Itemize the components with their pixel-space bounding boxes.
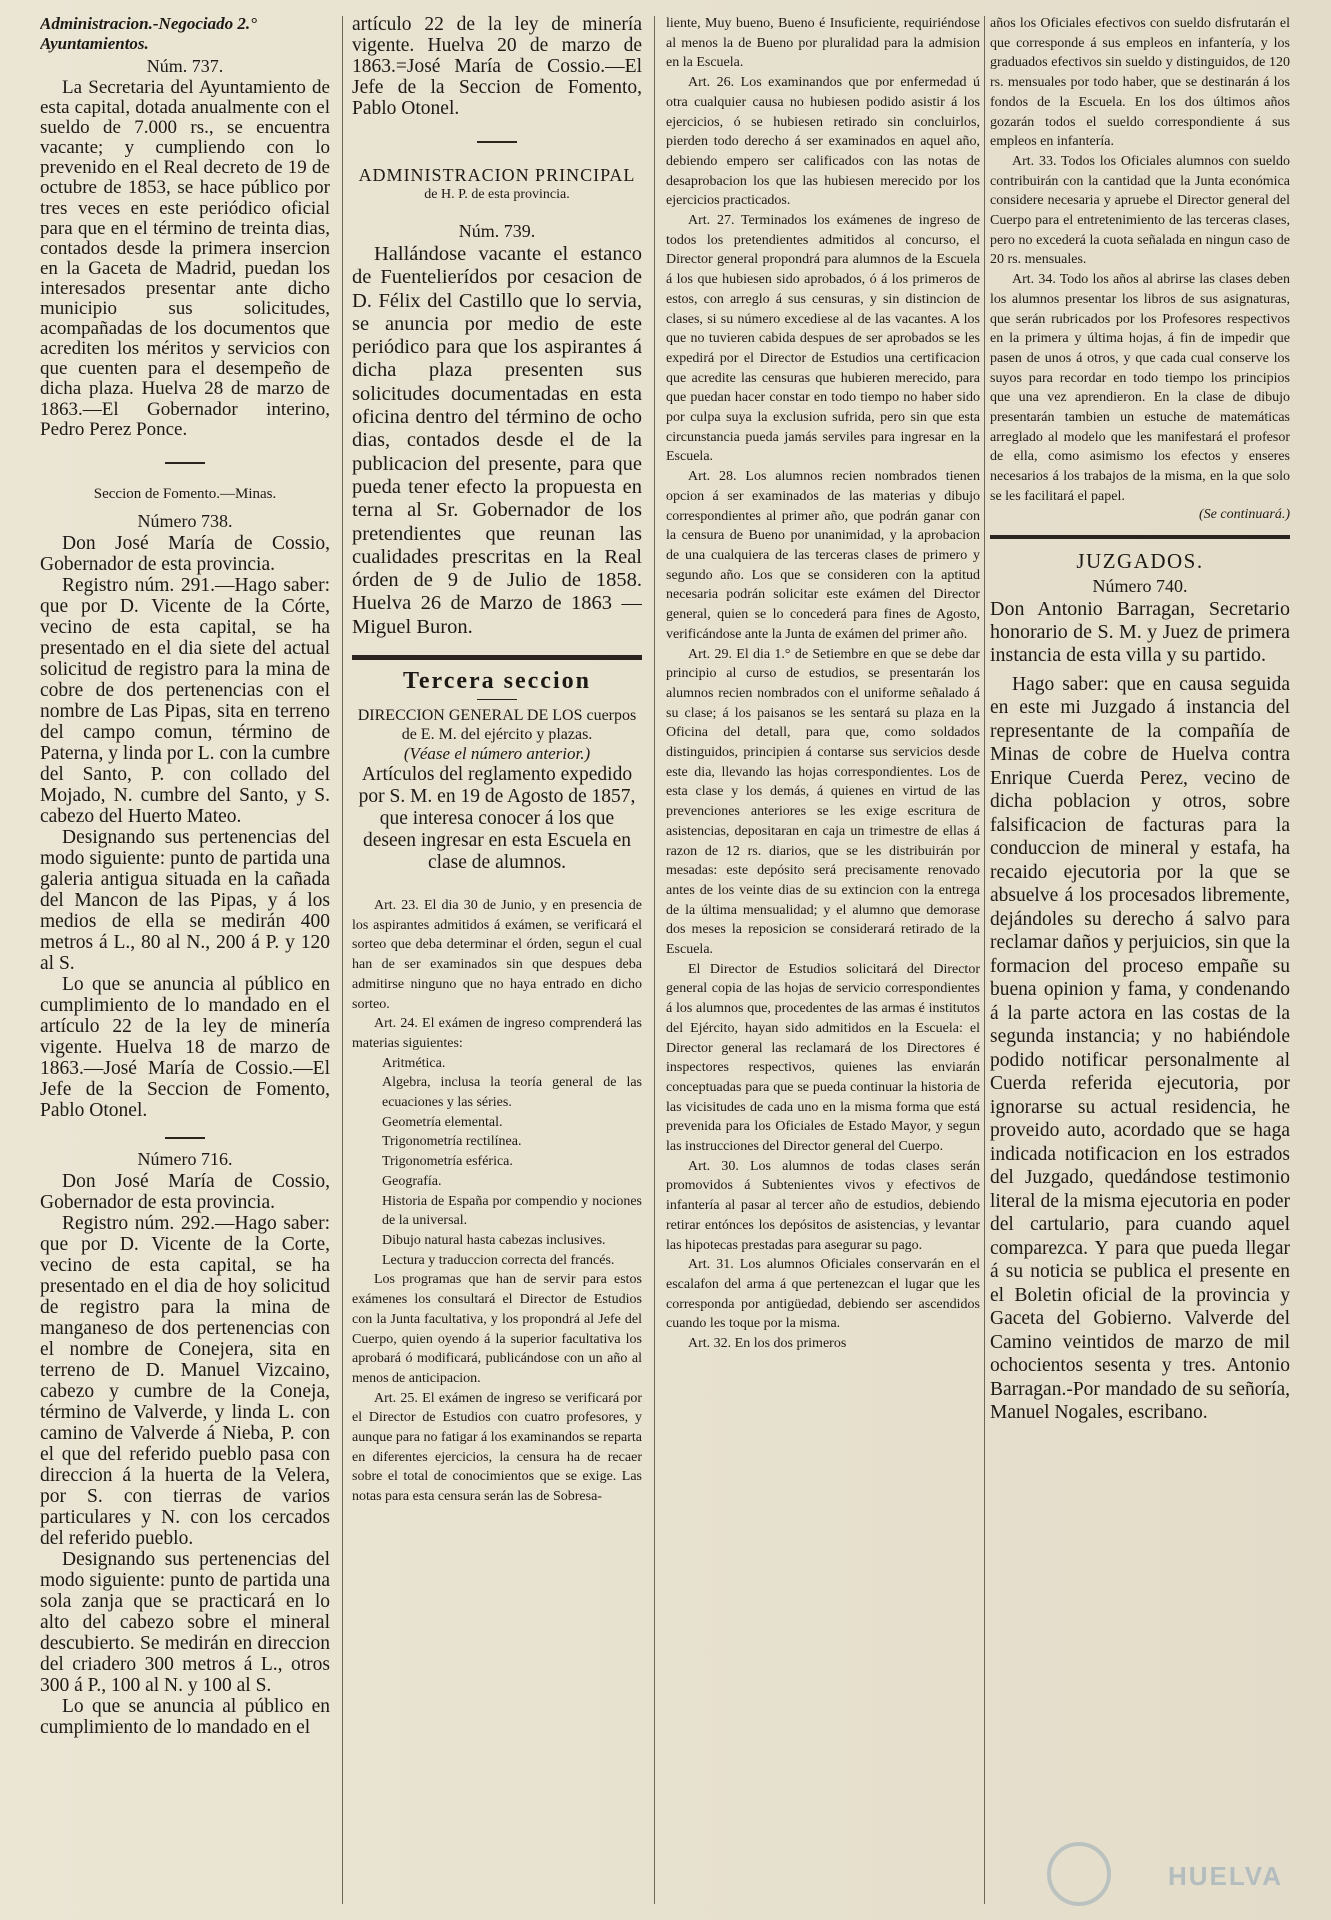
column-1 xyxy=(40,14,330,1910)
divider xyxy=(165,462,205,464)
column-rule xyxy=(342,16,343,1904)
notice-text: Hallándose vacante el estanco de Fuentelierídos por cesacion de D. Félix del Castillo que lo servia, se anuncia por medio de este periódico para que los aspirantes á dicha plaza presenten sus solicitudes documentadas en esta oficina dentro del término de ocho dias, contados desde el de la publicacion del presente, para que pueda tener efecto la propuesta en terna al Sr. Gobernador de los pretendientes que reunan las cualidades prescritas en la Real órden de 9 de Julio de 1858. Huelva 26 de Marzo de 1863 —Miguel Buron. xyxy=(352,243,642,638)
notice-text: Lo que se anuncia al público en cumplimiento de lo mandado en el artículo 22 de la ley de minería vigente. Huelva 18 de marzo de 1863.—José María de Cossio.—El Jefe de la Seccion de Fomento, Pablo Otonel. xyxy=(40,973,330,1121)
article-text: Art. 28. Los alumnos recien nombrados tienen opcion á ser examinados de las materias y dibujo correspondientes al primer año, que podrán ganar con la censura de Bueno por unanimidad, y la aprobacion de una cualquiera de las terceras clases de primero y segundo año. Los que se consideren con la aptitud necesaria podrán solicitar este exámen del Director general, quien se lo concederá para fines de Agosto, verificándose ante la Junta de exámen del primer año. xyxy=(666,469,980,642)
article-text: Art. 32. En los dos primeros xyxy=(688,1336,847,1352)
article-text: Art. 30. Los alumnos de todas clases serán promovidos á Subtenientes vivos y efectivos de infantería al pasar al tercer año de estudios, debiendo retirar entónces los depósitos de asistencias, y levantar las hipotecas prestadas para asegurar su pago. xyxy=(666,1158,980,1253)
library-stamp: HUELVA xyxy=(1167,1861,1283,1891)
notice-text: Designando sus pertenencias del modo siguiente: punto de partida una galeria antigua situada en la cañada del Mancon de las Pipas, y á los medios de ella se medirán 400 metros á L., 80 al N., 200 á P. y 120 al S. xyxy=(40,826,330,974)
notice-number: Número 740. xyxy=(1092,575,1188,596)
article-text: Los programas que han de servir para estos exámenes los consultará el Director de Estudios con la Junta facultativa, y los propondrá al Jefe del Cuerpo, quien oyendo á la superior facultativa los aprobará ó modificará, publicándose con un año al menos de anticipacion. xyxy=(352,1272,642,1386)
continued-note: (Se continuará.) xyxy=(1199,506,1290,522)
list-item: Trigonometría esférica. xyxy=(382,1154,513,1170)
library-stamp-icon xyxy=(1047,1842,1111,1906)
notice-text: Lo que se anuncia al público en cumplimiento de lo mandado en el xyxy=(40,1695,330,1738)
article-text: Art. 31. Los alumnos Oficiales conservarán en el escalafon del arma á que pertenezcan el lugar que les corresponda por antigüedad, debiendo ser ascendidos cuando les toque por la misma. xyxy=(666,1257,980,1332)
article-text: El Director de Estudios solicitará del Director general copia de las hojas de servicio correspondientes á los alumnos que, procedentes de las armas é institutos del Ejército, hayan sido admitidos en la Escuela: el Director general las reclamará de los Directores é inspectores respectivos, quienes las enviarán conceptuadas para que se pueda continuar la historia de las vicisitudes de cada uno en la misma forma que está prevenida para los Oficiales de Estado Mayor, y segun las instrucciones del Director general del Cuerpo. xyxy=(666,961,980,1155)
divider xyxy=(477,141,517,143)
notice-number: Núm. 737. xyxy=(146,56,224,76)
notice-text: Don Antonio Barragan, Secretario honorario de S. M. y Juez de primera instancia de esta villa y su partido. xyxy=(990,597,1290,666)
section-subtitle: de H. P. de esta provincia. xyxy=(424,187,570,202)
section-title: ADMINISTRACION PRINCIPAL xyxy=(358,165,636,185)
notice-text: artículo 22 de la ley de minería vigente. Huelva 20 de marzo de 1863.=José María de Cossio.—El Jefe de la Seccion de Fomento, Pablo Otonel. xyxy=(352,14,642,119)
article-text: Art. 25. El exámen de ingreso se verificará por el Director de Estudios con cuatro profesores, y aunque para no fatigar á los examinandos se reparta en diferentes ejercicios, la censura ha de recaer sobre el total de conocimientos que se exige. Las notas para esta censura serán las de Sobresa- xyxy=(352,1390,642,1505)
reference-note: (Véase el número anterior.) xyxy=(403,744,591,764)
divider xyxy=(477,699,517,700)
list-item: Aritmética. xyxy=(382,1055,446,1071)
article-text: Art. 27. Terminados los exámenes de ingreso de todos los pretendientes admitidos al concurso, el Director general propondrá para alumnos de la Escuela á los que hubiesen sido aprobados, ó á los primeros de estos, con arreglo á sus censuras, y sin distincion de clases, si su número excediese al de las vacantes. A los que no tuvieren cabida despues de ser aprobados se les expedirá por el Director de Estudios una certificacion que acredite las censuras que hubieren merecido, para que puedan hacer constar en todo tiempo no haber sido por culpa suya la exclusion sufrida, pero sin que esta circunstancia pueda jamás serviles para ingresar en la Escuela. xyxy=(666,213,980,465)
article-text: Art. 29. El dia 1.° de Setiembre en que se debe dar principio al curso de estudios, se presentarán los alumnos recien nombrados con el uniforme señalado á su clase; á los paisanos se les sentará su plaza en la Oficina del detall, para que, como soldados distinguidos, principien á contarse sus servicios desde este dia, llevando las hojas correspondientes. Los de esta clase y los demás, á quienes en virtud de las prevenciones anteriores se les exige escritura de asistencias, depositaran en caja un trimestre de ellas á razon de 12 rs. diarios, que se les distribuirán por mesadas: este depósito será precisamente renovado antes de los veinte dias de su extincion con la entrega de la última mensualidad; y el alumno que demorase dos meses la reposicion se considerará retirado de la Escuela. xyxy=(666,646,980,958)
notice-number: Número 738. xyxy=(137,510,233,531)
article-text: Art. 23. El dia 30 de Junio, y en presencia de los aspirantes admitidos á exámen, se verificará el sorteo que deba determinar el órden, segun el cual han de ser examinados sin que despues deba admitirse ninguno que no haya entrado en dicho sorteo. xyxy=(352,898,642,1012)
section-heading: JUZGADOS. xyxy=(1076,548,1204,573)
notice-text: Registro núm. 291.—Hago saber: que por D. Vicente de la Córte, vecino de esta capital, se ha presentado en el dia siete del actual solicitud de registro para la mina de cobre de dos pertenencias con el nombre de Las Pipas, sita en terreno del campo comun, término de Paterna, y linda por L. con la cumbre del Santo, P. con collado del Mojado, N. cumbre del Santo, y S. cabezo del Huerto Mateo. xyxy=(40,574,330,827)
article-text: Art. 24. El exámen de ingreso comprenderá las materias siguientes: xyxy=(352,1016,642,1051)
notice-text: Don José María de Cossio, Gobernador de esta provincia. xyxy=(40,1170,330,1213)
divider xyxy=(165,1137,205,1139)
article-text: Art. 26. Los examinandos que por enfermedad ú otra cualquier causa no hubiesen podido asistir á los ejercicios, ó se hubiesen retirado sin concluirlos, pierden todo derecho á ser examinados en aquel año, debiendo empero ser calificados con las notas de desaprobacion los que las hubiesen merecido por los ejercicios practicados. xyxy=(666,75,980,209)
section-rule xyxy=(352,655,642,660)
list-item: Trigonometría rectilínea. xyxy=(382,1134,522,1150)
list-item: Geografía. xyxy=(382,1173,442,1189)
notice-text: La Secretaria del Ayuntamiento de esta capital, dotada anualmente con el sueldo de 7.000 rs., se encuentra vacante; y cumpliendo con lo prevenido en el Real decreto de 19 de octubre de 1853, se hace público por tres veces en este periódico oficial para que en el término de treinta dias, contados desde la primera insercion en la Gaceta de Madrid, puedan los interesados presentar ante dicho municipio sus solicitudes, acompañadas de los documentos que acrediten los méritos y servicios con que cuenten para el desempeño de dicha plaza. Huelva 28 de marzo de 1863.—El Gobernador interino, Pedro Perez Ponce. xyxy=(40,77,330,440)
section-title: DIRECCION GENERAL DE LOS cuerpos de E. M. del ejército y plazas. xyxy=(357,707,637,744)
section-header: Administracion.-Negociado 2.° Ayuntamientos. xyxy=(40,14,257,53)
notice-number: Núm. 739. xyxy=(458,221,536,241)
notice-text: Hago saber: que en causa seguida en este mi Juzgado á instancia del representante de la compañía de Minas de cobre de Huelva contra Enrique Cuerda Perez, vecino de dicha poblacion y otros, sobre falsificacion de facturas para la conduccion de mineral y estafa, ha recaido ejecutoria por la que se absuelve á los procesados libremente, dejándoles su derecho á salvo para reclamar daños y perjuicios, sin que la formacion del proceso empañe su buena opinion y fama, y condenando á la parte actora en las costas de la segunda instancia; y no habiéndole podido notificar personalmente al Cuerda referida ejecutoria, por ignorarse su actual residencia, he proveido auto, acordado que se haga indicada notificacion en los estrados del Juzgado, quedándose testimonio literal de la misma ejecutoria en poder del cartulario, para cuando aquel comparezca. Y para que pueda llegar á su noticia se publica el presente en el Boletin oficial de la provincia y Gaceta del Gobierno. Valverde del Camino veintidos de marzo de mil ochocientos sesenta y tres. Antonio Barragan.-Por mandado de su señoría, Manuel Nogales, escribano. xyxy=(990,673,1290,1424)
list-item: Algebra, inclusa la teoría general de las ecuaciones y las séries. xyxy=(382,1075,642,1111)
notice-number: Número 716. xyxy=(137,1148,233,1169)
subject-list xyxy=(352,1054,642,1271)
column-rule xyxy=(654,16,655,1904)
list-item: Historia de España por compendio y nociones de la universal. xyxy=(382,1193,642,1229)
section-subheader: Seccion de Fomento.—Minas. xyxy=(93,485,277,502)
notice-text: Designando sus pertenencias del modo siguiente: punto de partida una sola zanja que se practicará en lo alto del cabezo sobre el mineral descubierto. Se medirán en direccion del criadero 300 metros á L., otros 300 á P., 100 al N. y 100 al S. xyxy=(40,1548,330,1696)
article-text: liente, Muy bueno, Bueno é Insuficiente, requiriéndose al menos la de Bueno por pluralidad para la admision en la Escuela. xyxy=(666,16,980,71)
notice-text: Registro núm. 292.—Hago saber: que por D. Vicente de la Corte, vecino de esta capital, se ha presentado en el dia de hoy solicitud de registro para la mina de manganeso de dos pertenencias con el nombre de Conejera, sita en terreno de D. Manuel Vizcaino, cabezo y cumbre de la Coneja, término de Valverde, y linda L. con camino de Valverde á Nieba, P. con el que del referido pueblo pasa con direccion á la huerta de la Velera, por S. con tierras de varios particulares y N. con los cercados del referido pueblo. xyxy=(40,1212,330,1549)
column-4 xyxy=(990,14,1290,1910)
article-text: años los Oficiales efectivos con sueldo disfrutarán el que corresponde á sus empleos en infantería, y los graduados efectivos sin sueldo y distinguidos, de 120 rs. mensuales por todo haber, que se destinarán á los fondos de la Escuela. En los dos últimos años gozarán todos el sueldo correspondiente á sus empleos en infantería. xyxy=(990,16,1290,150)
column-3 xyxy=(666,14,980,1910)
article-text: Art. 33. Todos los Oficiales alumnos con sueldo contribuirán con la cantidad que la Junta económica considere necesaria y apruebe el Director general del Cuerpo para el entretenimiento de las terceras clases, pero no excederá la cuota señalada en ningun caso de 20 rs. mensuales. xyxy=(990,153,1290,268)
list-item: Lectura y traduccion correcta del francés. xyxy=(382,1252,615,1268)
intro-text: Artículos del reglamento expedido por S. M. en 19 de Agosto de 1857, que interesa conocer á los que deseen ingresar en esta Escuela en clase de alumnos. xyxy=(358,764,636,874)
list-item: Dibujo natural hasta cabezas inclusives. xyxy=(382,1233,606,1248)
notice-text: Don José María de Cossio, Gobernador de esta provincia. xyxy=(40,532,330,575)
list-item: Geometría elemental. xyxy=(382,1114,503,1130)
section-rule xyxy=(990,535,1290,539)
article-text: Art. 34. Todo los años al abrirse las clases deben los alumnos presentar los libros de sus asignaturas, que serán rubricados por los Profesores respectivos en la primera y última hojas, á fin de impedir que pasen de unos á otros, y que cada cual conserve los suyos para recordar en todo tiempo los principios que una vez aprendieron. En la clase de dibujo presentarán tambien un estuche de matemáticas arreglado al modelo que les manifestará el profesor de ella, como asimismo los efectos y enseres necesarios á los trabajos de la misma, en la que solo se les facilitará el papel. xyxy=(990,272,1290,504)
column-2 xyxy=(352,14,642,1910)
column-rule xyxy=(984,16,985,1904)
section-heading: Tercera seccion xyxy=(403,668,591,695)
